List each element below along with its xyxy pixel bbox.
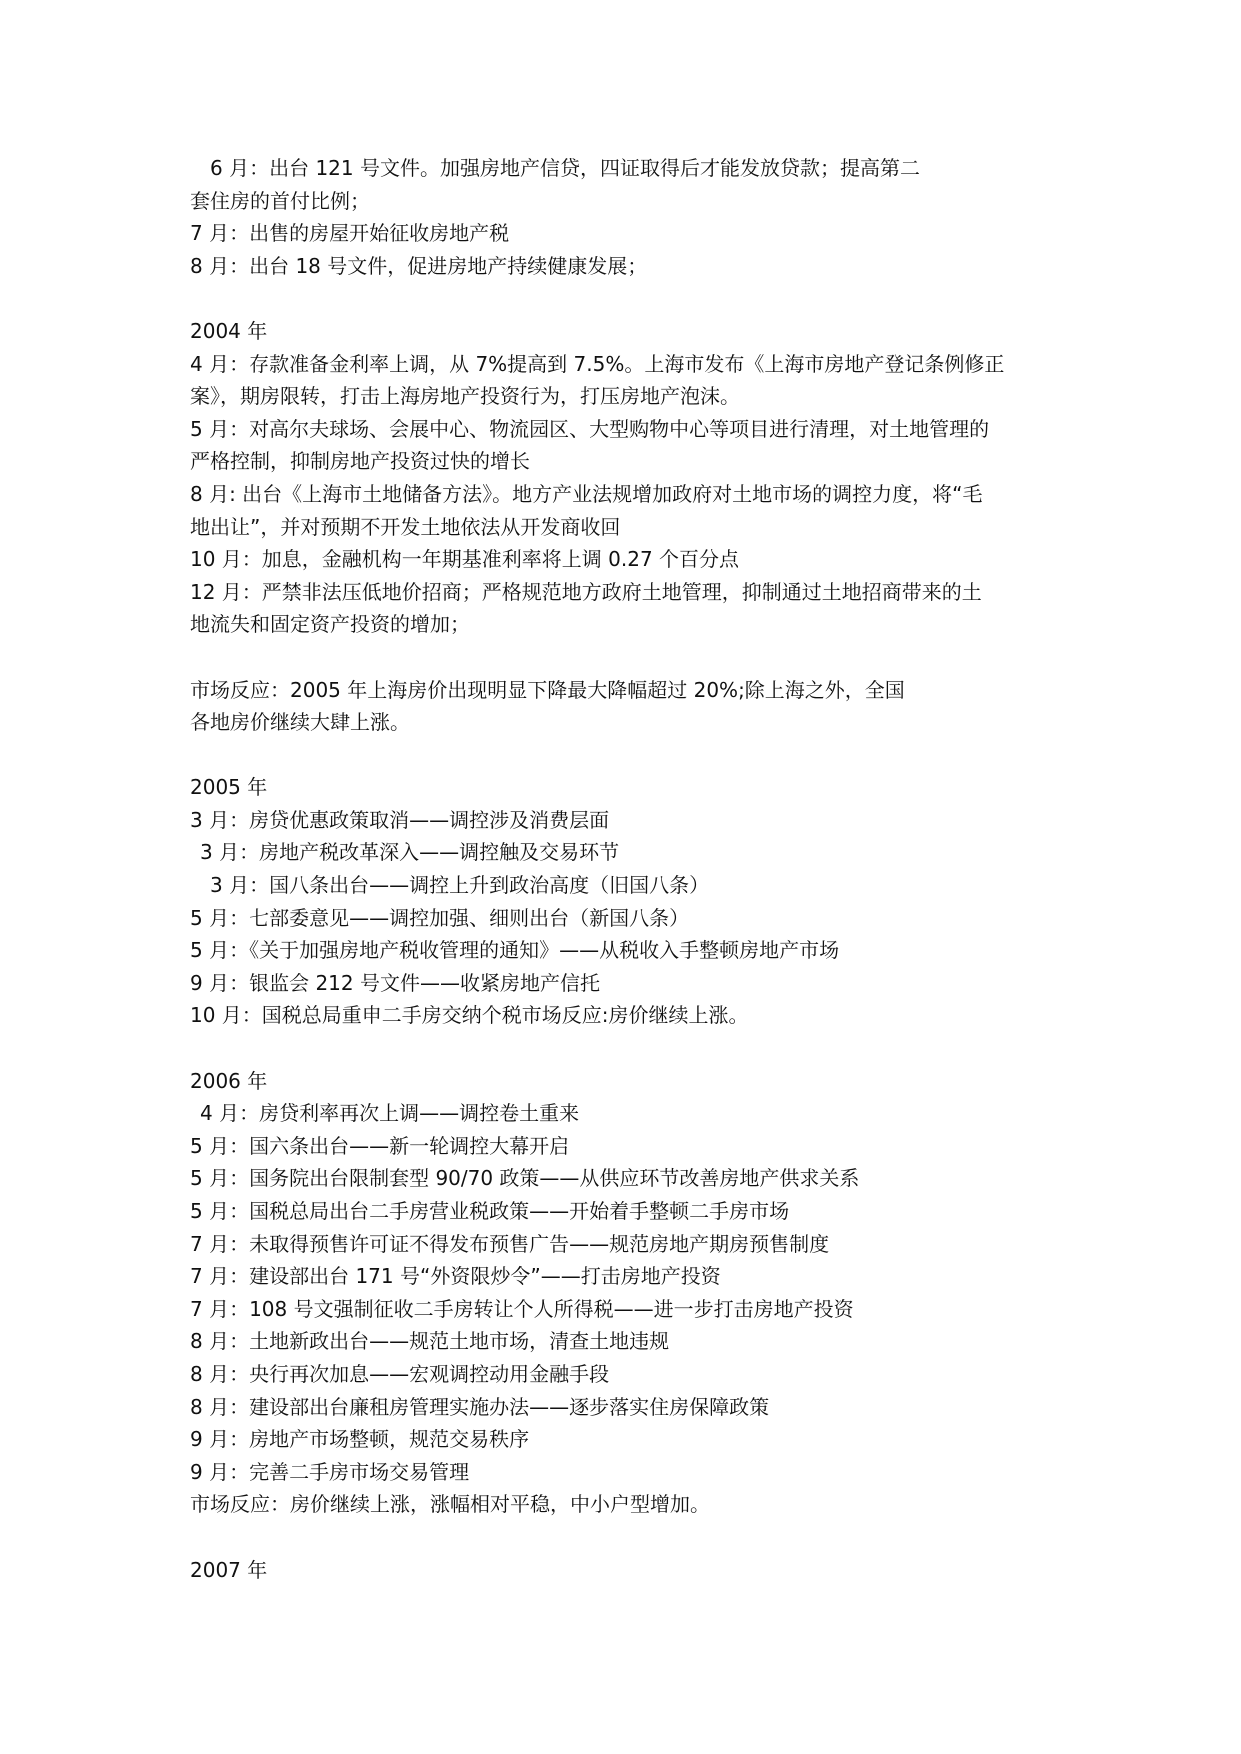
text-line: 4 月：房贷利率再次上调——调控卷土重来 [200,1101,580,1126]
year-heading: 2005 年 [190,775,268,800]
text-line: 8 月：建设部出台廉租房管理实施办法——逐步落实住房保障政策 [190,1394,770,1419]
text-line: 3 月：房贷优惠政策取消——调控涉及消费层面 [190,807,610,832]
blank-line [190,739,1070,772]
blank-line [190,282,1070,315]
text-line: 5 月：七部委意见——调控加强、细则出台（新国八条） [190,905,690,930]
document-body [190,152,1070,1586]
text-line: 8 月: 出台《上海市土地储备方法》。地方产业法规增加政府对土地市场的调控力度，将“毛 [190,481,983,506]
text-line: 5 月：《关于加强房地产税收管理的通知》——从税收入手整顿房地产市场 [190,938,840,963]
text-line: 3 月：国八条出台——调控上升到政治高度（旧国八条） [210,873,710,898]
text-line: 3 月：房地产税改革深入——调控触及交易环节 [200,840,620,865]
text-line: 4 月：存款准备金利率上调，从 7%提高到 7.5%。上海市发布《上海市房地产登记条例修正 [190,351,1005,376]
text-line: 5 月：对高尔夫球场、会展中心、物流园区、大型购物中心等项目进行清理，对土地管理的 [190,416,990,441]
text-line: 7 月：出售的房屋开始征收房地产税 [190,221,510,246]
text-line: 10 月：国税总局重申二手房交纳个税市场反应:房价继续上涨。 [190,1003,749,1028]
text-line: 9 月：房地产市场整顿，规范交易秩序 [190,1427,530,1452]
market-reaction-line: 市场反应：2005 年上海房价出现明显下降最大降幅超过 20%;除上海之外，全国 [190,677,905,702]
blank-line [190,1032,1070,1065]
text-line: 7 月：108 号文强制征收二手房转让个人所得税——进一步打击房地产投资 [190,1296,854,1321]
text-line: 9 月：完善二手房市场交易管理 [190,1459,470,1484]
text-line: 7 月：建设部出台 171 号“外资限炒令”——打击房地产投资 [190,1264,721,1289]
text-line: 7 月：未取得预售许可证不得发布预售广告——规范房地产期房预售制度 [190,1231,830,1256]
text-line: 9 月：银监会 212 号文件——收紧房地产信托 [190,970,600,995]
text-line: 套住房的首付比例； [190,188,370,213]
text-line: 地出让”，并对预期不开发土地依法从开发商收回 [190,514,621,539]
text-line: 地流失和固定资产投资的增加； [190,612,470,637]
text-line: 案》，期房限转，打击上海房地产投资行为，打压房地产泡沫。 [190,384,740,409]
market-reaction-line: 市场反应：房价继续上涨，涨幅相对平稳，中小户型增加。 [190,1492,710,1517]
text-line: 12 月：严禁非法压低地价招商；严格规范地方政府土地管理，抑制通过土地招商带来的土 [190,579,982,604]
text-line: 6 月：出台 121 号文件。加强房地产信贷，四证取得后才能发放贷款；提高第二 [210,156,920,180]
text-line: 8 月：央行再次加息——宏观调控动用金融手段 [190,1361,610,1386]
year-heading: 2007 年 [190,1557,268,1582]
text-line: 5 月：国税总局出台二手房营业税政策——开始着手整顿二手房市场 [190,1199,790,1223]
text-line: 8 月：出台 18 号文件，促进房地产持续健康发展； [190,253,648,278]
text-line: 严格控制，抑制房地产投资过快的增长 [190,449,530,474]
text-line: 10 月：加息，金融机构一年期基准利率将上调 0.27 个百分点 [190,547,740,572]
text-line: 5 月：国务院出台限制套型 90/70 政策——从供应环节改善房地产供求关系 [190,1166,860,1191]
blank-line [190,641,1070,674]
year-heading: 2006 年 [190,1068,268,1093]
year-heading: 2004 年 [190,318,268,343]
blank-line [190,1521,1070,1554]
text-line: 8 月：土地新政出台——规范土地市场，清查土地违规 [190,1329,670,1354]
text-line: 5 月：国六条出台——新一轮调控大幕开启 [190,1133,570,1158]
market-reaction-line: 各地房价继续大肆上涨。 [190,710,410,735]
